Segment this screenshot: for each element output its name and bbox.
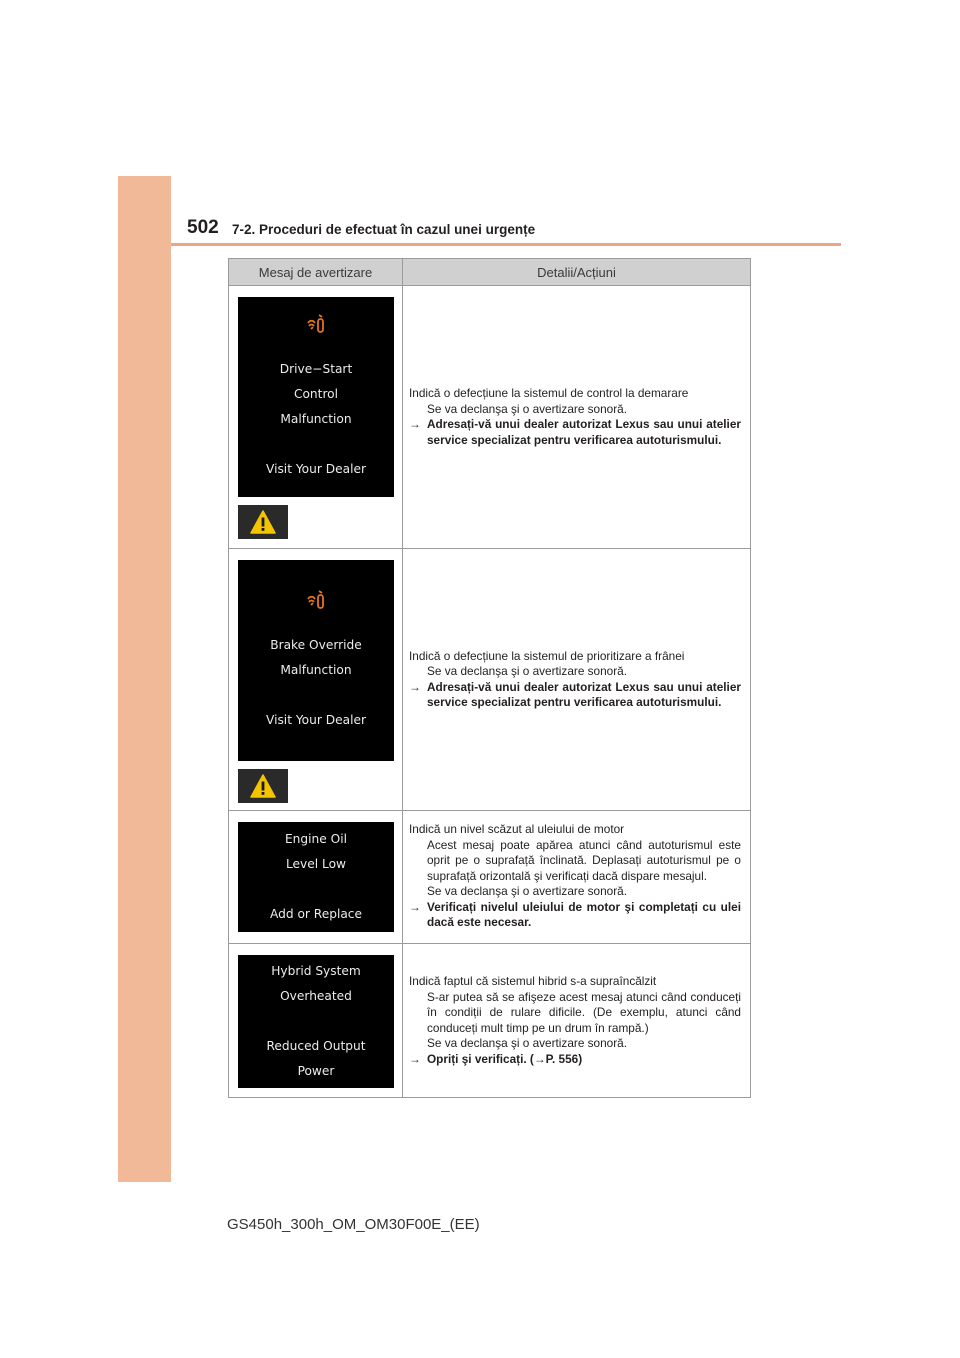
col-header-message: Mesaj de avertizare [229, 259, 403, 286]
display-line: Overheated [280, 989, 352, 1003]
header-rule [171, 243, 841, 246]
display-line: Control [293, 386, 339, 401]
display-line: Hybrid System [271, 964, 361, 978]
display-line: Drive−Start [279, 361, 353, 376]
warning-triangle-icon [238, 769, 288, 803]
arrow-icon: → [409, 1051, 421, 1066]
detail-action: → Adresați-vă unui dealer autorizat Lexus sau unui atelier service specializat pentru verificarea autoturismului. [409, 679, 741, 709]
warning-triangle-icon [238, 505, 288, 539]
display-line: Malfunction [280, 411, 352, 426]
message-cell [229, 286, 403, 549]
table-row [229, 549, 751, 811]
detail-title: Indică faptul că sistemul hibrid s-a supraîncălzit [409, 974, 657, 988]
detail-action: → Verificați nivelul uleiului de motor şi completați cu ulei dacă este necesar. [409, 899, 741, 929]
display-line: Power [297, 1064, 335, 1078]
details-cell [403, 549, 751, 811]
display-line: Visit Your Dealer [266, 712, 366, 727]
message-cell [229, 944, 403, 1098]
arrow-icon: → [409, 899, 421, 914]
display-line: Level Low [285, 857, 347, 871]
detail-action: → Opriți şi verificați. (→P. 556) [409, 1051, 583, 1066]
detail-title: Indică o defecțiune la sistemul de prioritizare a frânei [409, 648, 685, 663]
col-header-details: Detalii/Acțiuni [403, 259, 751, 286]
arrow-icon: → [409, 417, 421, 431]
details-cell [403, 944, 751, 1098]
table-row [229, 944, 751, 1098]
detail-note: S-ar putea să se afişeze acest mesaj atunci când conduceți în condiții de rulare dificile. (De exemplu, atunci când conduceți mult timp pe un drum în rampă.) [427, 989, 741, 1035]
arrow-icon: → [409, 679, 421, 694]
details-cell [403, 286, 751, 549]
display-line: Brake Override [270, 637, 362, 652]
page-number: 502 [187, 217, 219, 238]
reference-arrow: → [533, 1051, 546, 1066]
display-screen [238, 955, 394, 1088]
table-row [229, 811, 751, 944]
table-row [229, 286, 751, 549]
section-title: 7-2. Proceduri de efectuat în cazul unei urgențe [232, 222, 536, 237]
display-screen [238, 822, 394, 932]
engine-start-icon [304, 313, 328, 343]
details-cell [403, 811, 751, 944]
display-line: Add or Replace [269, 907, 363, 921]
warning-messages-table [228, 258, 751, 1098]
detail-title: Indică un nivel scăzut al uleiului de motor [409, 822, 625, 836]
detail-action: → Adresați-vă unui dealer autorizat Lexus sau unui atelier service specializat pentru verificarea autoturismului. [409, 417, 741, 447]
message-cell [229, 811, 403, 944]
display-line: Visit Your Dealer [266, 461, 366, 476]
detail-note: Se va declanşa şi o avertizare sonoră. [427, 884, 627, 898]
detail-note: Se va declanşa şi o avertizare sonoră. [427, 1036, 627, 1050]
message-cell [229, 549, 403, 811]
display-line: Malfunction [280, 662, 352, 677]
display-screen [238, 297, 394, 497]
detail-note: Se va declanşa şi o avertizare sonoră. [427, 664, 627, 678]
page-reference: P. 556) [545, 1051, 583, 1066]
display-line: Reduced Output [266, 1039, 366, 1053]
display-line: Engine Oil [284, 832, 347, 846]
side-tab-band [118, 176, 171, 1182]
table-header-row [229, 259, 751, 286]
engine-start-icon [304, 589, 328, 619]
document-code: GS450h_300h_OM_OM30F00E_(EE) [227, 1216, 480, 1233]
display-screen [238, 560, 394, 761]
detail-title: Indică o defecțiune la sistemul de control la demarare [409, 386, 689, 400]
detail-note: Acest mesaj poate apărea atunci când autoturismul este oprit pe o suprafață înclinată. Deplasați autoturismul pe o suprafață orizontală şi verificați dacă dispare mesajul. [427, 837, 741, 883]
detail-note: Se va declanşa şi o avertizare sonoră. [427, 401, 627, 416]
